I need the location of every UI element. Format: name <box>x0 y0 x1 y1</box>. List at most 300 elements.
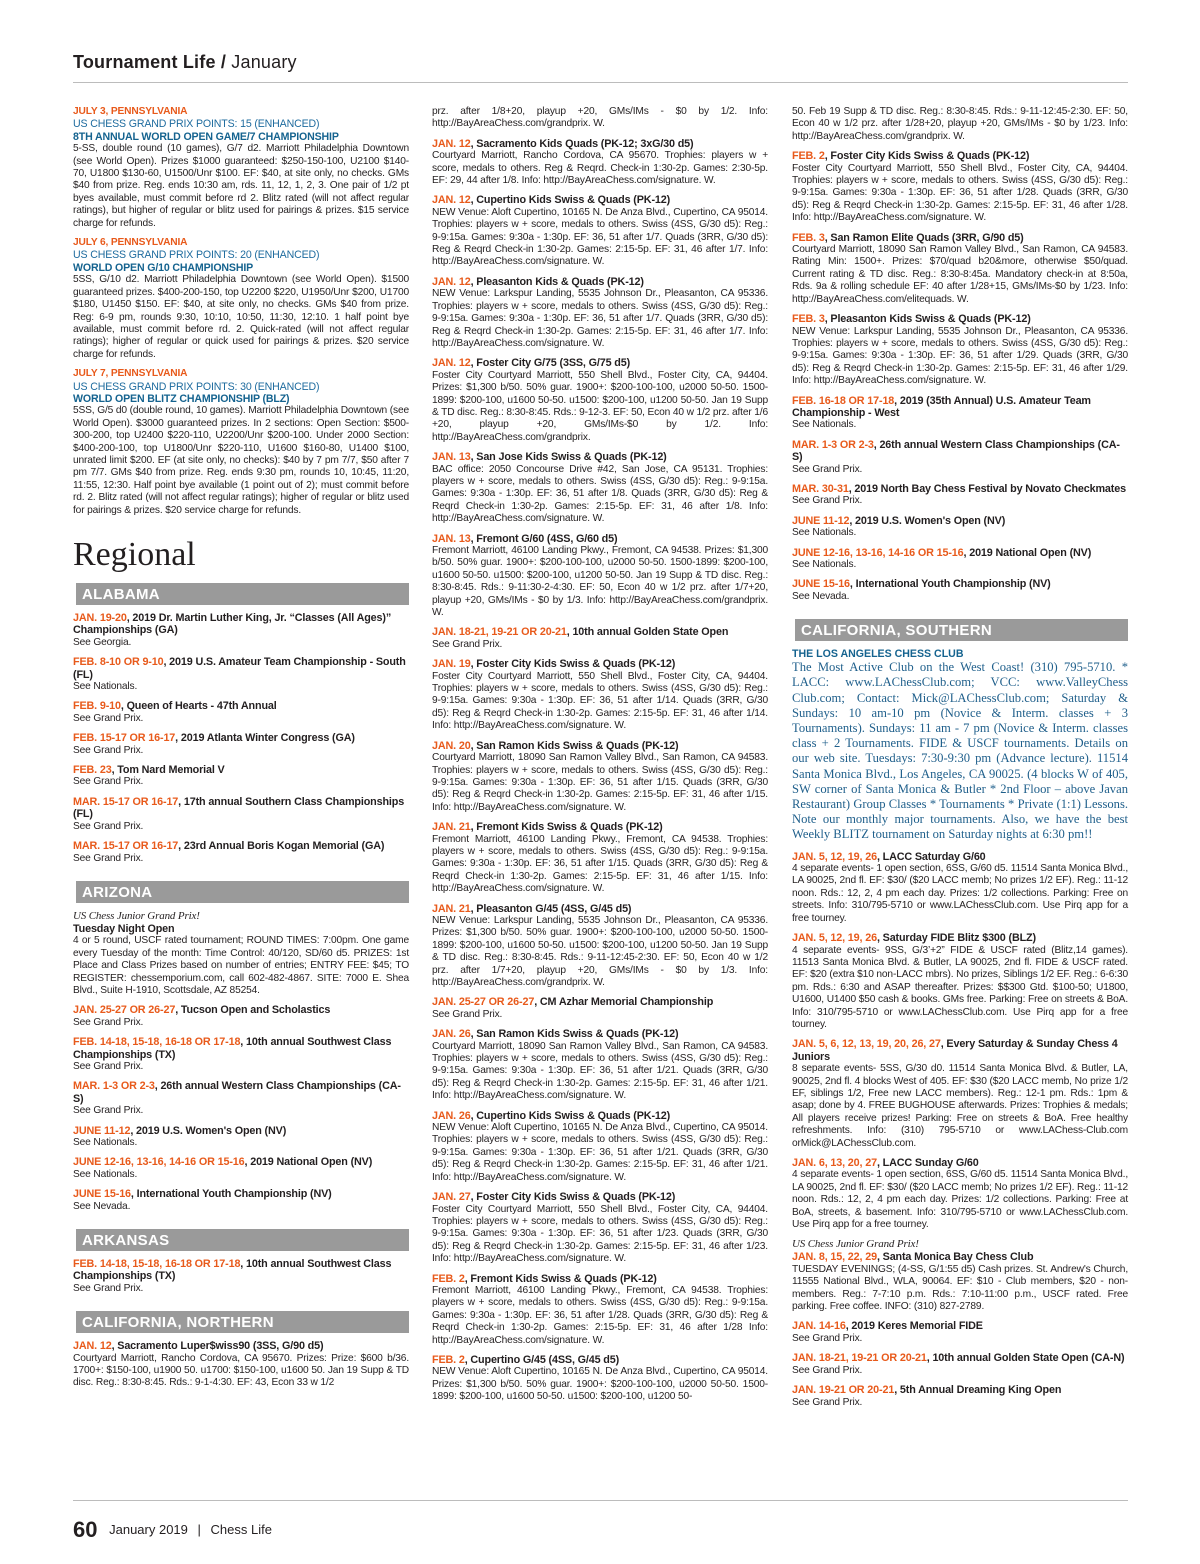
headline-comma: , <box>824 313 831 326</box>
headline-comma: , <box>470 902 477 915</box>
event-date: MAR. 1-3 OR 2-3 <box>792 438 874 451</box>
event-listing <box>432 138 768 188</box>
event-title: 2019 National Open (NV) <box>250 1156 373 1169</box>
event-date: JAN. 12 <box>432 275 471 288</box>
event-date: JULY 7, PENNSYLVANIA <box>73 368 188 380</box>
event-title: Sacramento Kids Quads (PK-12; 3xG/30 d5) <box>476 137 694 150</box>
event-body: TUESDAY EVENINGS; (4-SS, G/1:55 d5) Cash prizes. St. Andrew's Church, 11555 National Blvd., WLA, 90064. EF: $10 - Club members, $20 - non-members. Reg.: 7-7:10 p.m. Rds.: 7:10-11:00 p.m., USCF rated. Free parking. Free coffee. INFO: (310) 827-2789. <box>792 1263 1128 1313</box>
event-date: JAN. 27 <box>432 1191 471 1204</box>
event-body: See Grand Prix. <box>73 1105 144 1117</box>
event-body: 5SS, G/10 d2. Marriott Philadelphia Downtown (see World Open). $1500 guaranteed prizes. $400-200-150, top U2200 $220, U1950/Unr $200, U1700 $180, U1450 $150. EF: $40, at site only, no checks. GMs $40 from prize. Reg: 6-9 pm, rounds 9:30, 10:10, 10:50, 11:30, 12:10. 1 half point bye available, must commit before rd. 2. Quick-rated (will not affect regular ratings); higher of regular or quick used for pairings & prizes. $20 service charge for refunds. <box>73 274 409 360</box>
running-head: Tournament Life / January <box>73 52 297 72</box>
event-title: Queen of Hearts - 47th Annual <box>126 700 277 713</box>
event-body: Courtyard Marriott, 18090 San Ramon Valley Blvd., San Ramon, CA 94583. Trophies: players w + score, medals to others. Swiss (4SS, G/30 d5): Reg.: 9-9:15a. Games: 9:30a - 1:30p. EF: 36, 51 after 1/15. Quads (3RR, G/30 d5): Reg & Reqrd Check-in 1:30-2p. Games: 2:15-5p. EF: 31, 46 after 1/15. Info: http://BayAreaChess.com/signature. W. <box>432 752 768 813</box>
event-headline <box>432 821 768 833</box>
event-continuation: 50. Feb 19 Supp & TD disc. Reg.: 8:30-8:45. Rds.: 9-11-12:45-2:30. EF: 50, Econ 40 w 1/2 prz. after 1/28+20, playup +20, GMs/IMs - $0 by 1/23. Info: http://BayAreaChess.com/grandprix. W. <box>792 106 1128 142</box>
event-listing <box>792 515 1128 540</box>
event-body: Courtyard Marriott, 18090 San Ramon Valley Blvd., San Ramon, CA 94583. Rating Min: 1500+. Prizes: $70/quad b20&more, otherwise $50/quad. Current rating & TD disc. Reg.: 8:30-8:45a. Mandatory check-in at 8:50a, Rds. 9a & rolling schedule EF: 40 after 1/28+15, GMs/IMs-$0 by 1/23. Info: http://BayAreaChess.com/elitequads. W. <box>792 244 1128 305</box>
event-body: See Grand Prix. <box>792 1364 863 1376</box>
event-headline <box>73 840 409 852</box>
event-body: Fremont Marriott, 46100 Landing Pkwy., Fremont, CA 94538. Trophies: players w + score, medals to others. Swiss (4SS, G/30 d5): Reg.: 9-9:15a. Games: 9:30a - 1:30p. EF: 36, 51 after 1/28. Quads (3RR, G/30 d5): Reg & Reqrd Check-in 1:30-2p. Games: 2:15-5p. EF: 31, 46 after 1/28 Info: http://BayAreaChess.com/signature. W. <box>432 1284 768 1346</box>
event-listing <box>792 439 1128 476</box>
event-date: JAN. 26 <box>432 1028 471 1041</box>
event-listing <box>792 932 1128 1031</box>
event-listing <box>432 740 768 814</box>
event-listing <box>432 903 768 990</box>
event-headline <box>73 1340 409 1352</box>
event-body: See Georgia. <box>73 636 132 648</box>
headline-comma: , <box>130 1124 137 1137</box>
event-headline <box>432 1354 768 1366</box>
event-body: 5SS, G/5 d0 (double round, 10 games). Marriott Philadelphia Downtown (see World Open). $3000 guaranteed prizes. In 2 sections: Open Section: $500-300-200, top U2400 $220-110, U2200/Unr $200-100. Under 2000 Section: $400-200-100, top U1800/Unr $220-110, U1600 $160-80, U1400 $100, unrated limit $200. EF (at site only, no checks): $40 by 7 pm 7/7, $50 after 7 pm 7/7. GMs $40 from prize. Reg. ends 9:30 pm, rounds 10, 10:45, 11:20, 11:55, 12:30. Half point bye available (1 point out of 2); must commit before rd. 2. Blitz rated (will not affect regular ratings); higher of regular or blitz used for pairings & prizes. $20 service charge for refunds. <box>73 405 409 516</box>
headline-comma: , <box>470 357 477 370</box>
headline-comma: , <box>566 626 573 639</box>
event-listing <box>792 1320 1128 1345</box>
event-body: See Nationals. <box>792 559 857 570</box>
headline-comma: , <box>464 1272 471 1285</box>
event-body: Foster City Courtyard Marriott, 550 Shell Blvd., Foster City, CA, 94404. Prizes: $1,300 b/50. 50% guar. 1900+: $200-100-100, u2000 50-50. 1500-1899: $200-100, u1600 50-50. u1500: $200-100, u1200 50-50. Jan 19 Supp & TD disc. Reg.: 8:30-8:45. Rds.: 9-12-3. EF: 50, Econ 40 w 1/2 prz. after 1/6 +20, playup +20, GMs/IMs-$0 by 1/2. Info: http://BayAreaChess.com/grandprix. <box>432 369 768 443</box>
event-body: 5-SS, double round (10 games), G/7 d2. Marriott Philadelphia Downtown (see World Open). Prizes $1000 guaranteed: $250-150-100, U2100 $140-70, U1800 $130-60, U1500/Unr $100. EF: $40, at site only, no checks. GMs $40 from prize. Reg. ends 10:30 am, rds. 11, 12, 1, 2, 3. One pair of 1/2 pt byes available, must commit before rd 2. Blitz rated (will not affect regular ratings), but higher of regular or blitz used for pairings & prizes. $15 service charge for refunds. <box>73 143 409 229</box>
event-listing <box>73 1125 409 1150</box>
event-title: 10th annual Golden State Open (CA-N) <box>932 1352 1125 1365</box>
event-headline <box>792 1352 1128 1364</box>
event-date: JAN. 5, 12, 19, 26 <box>792 932 877 945</box>
event-body: Courtyard Marriott, Rancho Cordova, CA 95670. Trophies: players w + score, medals to others. Reg & Reqrd. Check-in 1:30-2p. Games: 2:30-5p. EF: 29, 44 after 1/8. Info: http://BayAreaChess.com/signature. W. <box>432 150 768 187</box>
event-date: FEB. 14-18, 15-18, 16-18 OR 17-18 <box>73 1258 241 1271</box>
event-headline <box>73 1036 409 1061</box>
event-headline <box>432 451 768 463</box>
event-title: WORLD OPEN G/10 CHAMPIONSHIP <box>73 261 254 274</box>
event-listing <box>792 578 1128 603</box>
event-title: Santa Monica Bay Chess Club <box>882 1251 1034 1264</box>
event-title: 23rd Annual Boris Kogan Memorial (GA) <box>183 840 385 853</box>
event-listing <box>73 840 409 865</box>
event-body: See Grand Prix. <box>792 1332 863 1344</box>
headline-comma: , <box>470 739 477 752</box>
event-title: Tuesday Night Open <box>73 922 175 935</box>
event-title: Cupertino G/45 (4SS, G/45 d5) <box>470 1353 620 1366</box>
event-listing <box>73 368 409 517</box>
event-body: 8 separate events- 5SS, G/30 d0. 11514 Santa Monica Blvd. & Butler, LA, 90025, 2nd fl. 4 blocks West of 405. EF: $30 ($20 LACC memb, No prize 1/2 EF, siblings 1/2, Free new LACC members). Reg.: 12-1 pm. Rds.: 1pm & asap; done by 4. FREE BUGHOUSE afterwards. Prizes: Trophies & medals; All players receive prizes! Parking: Free on streets & BoA. Free healthy refreshments. Info: (310) 795-5710 or www.LAChess-Club.com orMick@LAChessClub.com. <box>792 1063 1128 1149</box>
event-date: JULY 6, PENNSYLVANIA <box>73 237 188 249</box>
event-body: See Nationals. <box>73 1137 138 1148</box>
event-date: JAN. 5, 6, 12, 13, 19, 20, 26, 27 <box>792 1038 941 1051</box>
event-date: FEB. 9-10 <box>73 700 121 713</box>
event-date: FEB. 2 <box>432 1272 465 1285</box>
event-listing <box>792 232 1128 306</box>
event-body: Foster City Courtyard Marriott, 550 Shell Blvd., Foster City, CA, 94404. Trophies: players w + score, medals to others. Swiss (4SS, G/30 d5): Reg.: 9-9:15a. Games: 9:30a - 1:30p. EF: 36, 51 after 1/14. Quads (3RR, G/30 d5): Reg & Reqrd Check-in 1:30-2p. Games: 2:15-5p. EF: 31, 46 after 1/14. Info: http://BayAreaChess.com/signature. W. <box>432 670 768 732</box>
event-headline <box>432 996 768 1008</box>
event-listing <box>73 612 409 649</box>
event-body: See Nationals. <box>792 527 857 539</box>
headline-comma: , <box>824 231 831 244</box>
headline-comma: , <box>130 1188 137 1201</box>
event-listing <box>792 483 1128 508</box>
event-headline <box>792 851 1128 863</box>
event-date: JAN. 12 <box>432 357 471 370</box>
state-header-california-southern: CALIFORNIA, SOUTHERN <box>792 619 1128 641</box>
event-date: JAN. 26 <box>432 1109 471 1122</box>
event-body: See Grand Prix. <box>792 1396 863 1408</box>
event-date: JAN. 20 <box>432 739 471 752</box>
event-title: Pleasanton G/45 (4SS, G/45 d5) <box>476 902 632 915</box>
event-title: 2019 U.S. Women's Open (NV) <box>136 1124 287 1137</box>
state-header-arkansas: ARKANSAS <box>73 1229 409 1251</box>
event-title: Saturday FIDE Blitz $300 (BLZ) <box>882 932 1036 945</box>
event-headline <box>792 515 1128 527</box>
event-headline <box>432 626 768 638</box>
event-title: LACC Saturday G/60 <box>882 850 986 863</box>
grand-prix-points: US CHESS GRAND PRIX POINTS: 20 (ENHANCED) <box>73 249 320 262</box>
state-header-arizona: ARIZONA <box>73 881 409 903</box>
event-date: JAN. 18-21, 19-21 OR 20-21 <box>432 626 567 639</box>
state-header-california-northern: CALIFORNIA, NORTHERN <box>73 1311 409 1333</box>
event-body: NEW Venue: Aloft Cupertino, 10165 N. De Anza Blvd., Cupertino, CA 95014. Trophies: players w + score, medals to others. Swiss (4SS, G/30 d5): Reg.: 9-9:15a. Games: 9:30a - 1:30p. EF: 36, 51 after 1/7. Quads (3RR, G/30 d5): Reg & Reqrd Check-in 1:30-2p. Games: 2:15-5p. EF: 31, 46 after 1/7. Info: http://BayAreaChess.com/signature. W. <box>432 206 768 268</box>
column-2 <box>432 106 768 1411</box>
event-listing <box>792 1352 1128 1377</box>
event-date: JAN. 13 <box>432 532 471 545</box>
event-body: See Grand Prix. <box>432 1008 503 1020</box>
event-listing <box>73 796 409 833</box>
event-headline <box>432 1273 768 1285</box>
event-listing <box>432 1191 768 1265</box>
event-listing <box>792 1157 1128 1231</box>
event-date: FEB. 23 <box>73 764 112 777</box>
event-headline <box>792 1384 1128 1396</box>
event-listing <box>432 194 768 268</box>
event-headline <box>73 732 409 744</box>
event-listing <box>792 1384 1128 1409</box>
event-body: Courtyard Marriott, 18090 San Ramon Valley Blvd., San Ramon, CA 94583. Trophies: players w + score, medals to others. Swiss (4SS, G/30 d5): Reg.: 9-9:15a. Games: 9:30a - 1:30p. EF: 36, 51 after 1/21. Quads (3RR, G/30 d5): Reg & Reqrd Check-in 1:30-2p. Games: 2:15-5p. EF: 31, 46 after 1/21. Info: http://BayAreaChess.com/signature. W. <box>432 1040 768 1102</box>
event-listing <box>73 910 409 997</box>
grand-prix-points: US CHESS GRAND PRIX POINTS: 30 (ENHANCED) <box>73 380 320 393</box>
event-headline <box>73 700 409 712</box>
event-title: San Ramon Kids Swiss & Quads (PK-12) <box>476 739 679 752</box>
event-title: Fremont Kids Swiss & Quads (PK-12) <box>470 1272 657 1285</box>
event-listing <box>432 996 768 1021</box>
event-date: JAN. 19-20 <box>73 612 127 624</box>
event-title: Cupertino Kids Swiss & Quads (PK-12) <box>476 1109 671 1122</box>
event-date: JAN. 14-16 <box>792 1320 846 1333</box>
event-listing <box>73 1004 409 1029</box>
event-title: 8TH ANNUAL WORLD OPEN GAME/7 CHAMPIONSHIP <box>73 130 339 143</box>
event-body: See Grand Prix. <box>73 1060 144 1072</box>
event-title: Pleasanton Kids & Quads (PK-12) <box>476 275 644 288</box>
event-title: 17th annual Southern Class Championships (FL) <box>73 795 405 821</box>
headline-comma: , <box>894 394 900 407</box>
event-body: NEW Venue: Aloft Cupertino, 10165 N. De Anza Blvd., Cupertino, CA 95014. Prizes: $1,300 b/50. 50% guar. 1900+: $200-100-100, u2000 50-50. 1500-1899: $200-100, u1600 50-50. u1500: $200-100, u1200 50- <box>432 1366 768 1403</box>
event-body: NEW Venue: Aloft Cupertino, 10165 N. De Anza Blvd., Cupertino, CA 95014. Trophies: players w + score, medals to others. Swiss (4SS, G/30 d5): Reg.: 9-9:15a. Games: 9:30a - 1:30p. EF: 36, 51 after 1/21. Quads (3RR, G/30 d5): Reg & Reqrd Check-in 1:30-2p. Games: 2:15-5p. EF: 31, 46 after 1/21. Info: http://BayAreaChess.com/signature. W. <box>432 1122 768 1183</box>
event-date: FEB. 3 <box>792 313 825 326</box>
event-title: Fremont Kids Swiss & Quads (PK-12) <box>476 821 663 834</box>
event-title: Cupertino Kids Swiss & Quads (PK-12) <box>476 194 671 207</box>
event-listing <box>73 1340 409 1390</box>
event-listing <box>432 276 768 350</box>
page-header <box>73 52 1128 83</box>
event-body: See Nationals. <box>73 681 138 693</box>
headline-comma: , <box>470 1191 477 1204</box>
event-listing <box>73 237 409 361</box>
event-headline <box>792 483 1128 495</box>
event-listing <box>73 1188 409 1213</box>
event-title: 5th Annual Dreaming King Open <box>899 1384 1062 1397</box>
headline-comma: , <box>926 1352 933 1365</box>
event-date: FEB. 2 <box>792 150 825 163</box>
event-headline <box>432 357 768 369</box>
event-headline <box>792 578 1128 590</box>
headline-comma: , <box>876 850 883 863</box>
event-date: JUNE 15-16 <box>792 578 850 591</box>
event-title: Sacramento Luper$wiss90 (3SS, G/90 d5) <box>117 1340 324 1353</box>
event-listing <box>432 357 768 444</box>
event-body: See Grand Prix. <box>73 712 144 724</box>
event-body: NEW Venue: Larkspur Landing, 5535 Johnson Dr., Pleasanton, CA 95336. Trophies: players w + score, medals to others. Swiss (4SS, G/30 d5): Reg.: 9-9:15a. Games: 9:30a - 1:30p. EF: 36, 51 after 1/7. Quads (3RR, G/30 d5): Reg & Reqrd Check-in 1:30-2p. Games: 2:15-5p. EF: 31, 46 after 1/7. Info: http://BayAreaChess.com/signature. W. <box>432 288 768 349</box>
event-title: 2019 (35th Annual) U.S. Amateur Team Championship - West <box>792 394 1091 419</box>
headline-comma: , <box>534 996 540 1009</box>
event-listing <box>73 656 409 693</box>
event-body: See Nevada. <box>73 1200 131 1212</box>
event-headline <box>73 1125 409 1137</box>
event-date: MAR. 15-17 OR 16-17 <box>73 795 179 808</box>
headline-comma: , <box>126 612 133 624</box>
event-listing <box>792 313 1128 387</box>
event-headline <box>432 740 768 752</box>
event-listing <box>792 395 1128 432</box>
event-date: JUNE 15-16 <box>73 1188 131 1201</box>
page-number: 60 <box>73 1517 98 1542</box>
column-3 <box>792 106 1128 1416</box>
regional-title: Regional <box>73 536 196 573</box>
event-date: JAN. 8, 15, 22, 29 <box>792 1251 877 1264</box>
column-1 <box>73 106 409 1397</box>
event-headline <box>792 150 1128 162</box>
event-title: Pleasanton Kids Swiss & Quads (PK-12) <box>830 313 1031 326</box>
event-body: Foster City Courtyard Marriott, 550 Shell Blvd., Foster City, CA, 94404. Trophies: players w + score, medals to others. Swiss (4SS, G/30 d5): Reg.: 9-9:15a. Games: 9:30a - 1:30p. EF: 36, 51 after 1/23. Quads (3RR, G/30 d5): Reg & Reqrd Check-in 1:30-2p. Games: 2:15-5p. EF: 31, 46 after 1/23. Info: http://BayAreaChess.com/signature. W. <box>432 1203 768 1265</box>
event-listing <box>73 764 409 789</box>
event-body: See Grand Prix. <box>73 1282 144 1294</box>
headline-comma: , <box>154 1080 161 1093</box>
headline-comma: , <box>876 1157 883 1169</box>
event-title: International Youth Championship (NV) <box>855 578 1051 591</box>
headline-comma: , <box>470 137 477 150</box>
event-listing <box>73 1036 409 1073</box>
event-date: JUNE 12-16, 13-16, 14-16 OR 15-16 <box>792 546 964 559</box>
event-title: 10th annual Golden State Open <box>572 626 729 639</box>
event-headline <box>432 903 768 915</box>
headline-comma: , <box>849 514 856 527</box>
event-listing <box>792 851 1128 925</box>
event-headline <box>792 1038 1128 1063</box>
headline-comma: , <box>470 194 477 207</box>
event-date: FEB. 8-10 OR 9-10 <box>73 656 164 669</box>
event-listing <box>432 1273 768 1347</box>
event-title: Tom Nard Memorial V <box>117 764 225 777</box>
event-date: MAR. 1-3 OR 2-3 <box>73 1080 155 1093</box>
event-body: Courtyard Marriott, Rancho Cordova, CA 95670. Prizes: Prize: $600 b/36. 1700+: $150-100, u1900 50. u1700: $150-100, u1600 50. Jan 19 Supp & TD disc. Reg.: 8:30-8:45. Rds.: 9-1-4:30. EF: 43, Econ 33 w 1/2 <box>73 1352 409 1389</box>
event-body: See Grand Prix. <box>73 1016 144 1028</box>
event-body: NEW Venue: Larkspur Landing, 5535 Johnson Dr., Pleasanton, CA 95336. Prizes: $1,300 b/50. 50% guar. 1900+: $200-100-100, u2000 50-50. 1500-1899: $200-100, u1600 50-50. u1500: $200-100, u1200 50-50. Jan 19 Supp & TD disc. Reg.: 8:30-8:45. Rds.: 9-11-12:45-2:30. EF: 50, Econ 40 w 1/2 prz. after 1/7+20, playup +20, GMs/IMs - $0 by 1/3. Info: http://BayAreaChess.com/grandprix. W. <box>432 914 768 988</box>
event-title: LACC Sunday G/60 <box>882 1157 979 1169</box>
event-headline <box>792 395 1128 420</box>
headline-comma: , <box>876 932 883 945</box>
event-listing <box>432 533 768 620</box>
headline-comma: , <box>849 578 856 591</box>
event-listing <box>73 1258 409 1295</box>
headline-comma: , <box>120 700 127 713</box>
event-headline <box>73 796 409 821</box>
event-date: JAN. 25-27 OR 26-27 <box>73 1004 176 1017</box>
event-body: See Nevada. <box>792 590 850 602</box>
footer-magazine: Chess Life <box>210 1522 272 1537</box>
event-headline <box>73 764 409 776</box>
headline-comma: , <box>894 1384 900 1397</box>
event-headline <box>792 547 1128 559</box>
junior-grand-prix-wrap <box>792 1238 1128 1251</box>
headline-comma: , <box>470 1109 477 1122</box>
event-title: Every Saturday & Sunday Chess 4 Juniors <box>792 1038 1118 1063</box>
event-date: JAN. 21 <box>432 821 471 834</box>
event-title: 2019 Dr. Martin Luther King, Jr. “Classes (All Ages)” Championships (GA) <box>73 612 392 637</box>
event-title: Fremont G/60 (4SS, G/60 d5) <box>476 532 618 545</box>
event-body: 4 or 5 round, USCF rated tournament; ROUND TIMES: 7:00pm. One game every Tuesday of the month: Time Control: 40/120, SD/60 d5. PRIZES: 1st Place and Class Prizes based on number of entries; ENTRY FEE: $45; TO REGISTER: chessemporium.com, call 602-482-4867. SITE: 7000 E. Shea Blvd., Suite H-1910, Scottsdale, AZ 85254. <box>73 935 409 996</box>
headline-comma: , <box>464 1353 471 1366</box>
event-date: MAR. 15-17 OR 16-17 <box>73 840 179 853</box>
event-date: MAR. 30-31 <box>792 482 849 495</box>
headline-comma: , <box>845 1320 852 1333</box>
event-body: See Grand Prix. <box>73 744 144 756</box>
event-date: JAN. 12 <box>73 1340 112 1353</box>
event-title: 2019 National Open (NV) <box>969 546 1092 559</box>
event-date: FEB. 2 <box>432 1353 465 1366</box>
event-title: 10th annual Southwest Class Championships (TX) <box>73 1258 392 1283</box>
event-date: JAN. 6, 13, 20, 27 <box>792 1157 877 1169</box>
event-headline <box>73 656 409 681</box>
event-listing <box>432 626 768 651</box>
event-body: See Grand Prix. <box>73 852 144 864</box>
event-date: JAN. 18-21, 19-21 OR 20-21 <box>792 1352 927 1365</box>
event-headline <box>73 1004 409 1016</box>
event-title: Foster City Kids Swiss & Quads (PK-12) <box>476 658 676 671</box>
event-title: San Ramon Elite Quads (3RR, G/90 d5) <box>830 231 1024 244</box>
event-listing <box>792 1038 1128 1150</box>
event-date: JAN. 13 <box>432 451 471 464</box>
event-headline <box>73 612 409 637</box>
footer-separator: | <box>197 1522 201 1537</box>
event-body: 4 separate events- 1 open section, 6SS, G/60 d5. 11514 Santa Monica Blvd., LA 90025, 2nd fl. EF: $30/ ($20 LACC memb; No prizes 1/2 EF). Reg.: 11-12 noon. Rds.: 12, 2, 4 pm each day. Prizes: 1/2 collections. Parking: Free at BoA, streets, & basement. Info: 310/795-5710 or www.LAChessClub.com. Use Pirq app for a free tourney. <box>792 1169 1128 1231</box>
event-headline <box>432 1191 768 1203</box>
event-continuation: prz. after 1/8+20, playup +20, GMs/IMs - $0 by 1/2. Info: http://BayAreaChess.com/grandprix. W. <box>432 106 768 130</box>
headline-comma: , <box>824 150 831 163</box>
headline-comma: , <box>178 795 184 808</box>
event-headline <box>73 1080 409 1105</box>
headline-comma: , <box>175 732 181 745</box>
event-body: 4 separate events- 9SS, G/3’+2” FIDE & USCF rated (Blitz,14 games). 11513 Santa Monica Blvd. & Butler, LA 90025, 2nd fl. FIDE & USCF rated. EF: $20 (extra $10 non-LACC mbrs). No prizes, Siblings 1/2 EF. Reg.: 6-6:30 pm. Rds.: 6:30 and ASAP thereafter. Prizes: $$300 Gtd. $100-50; U1800, U1600, U1400 $50 cash & books. GMs free. Parking: Free on streets & BoA. Info: 310/795-5710 or www.LAChessClub.com. Use Pirq app for a free tourney. <box>792 944 1128 1030</box>
event-headline <box>73 1188 409 1200</box>
headline-comma: , <box>963 546 970 559</box>
event-listing <box>432 451 768 525</box>
event-title: 26th annual Western Class Championships (CA-S) <box>73 1080 401 1105</box>
event-body: See Grand Prix. <box>73 820 144 832</box>
grand-prix-points: US CHESS GRAND PRIX POINTS: 15 (ENHANCED) <box>73 118 320 131</box>
event-title: Foster City Kids Swiss & Quads (PK-12) <box>830 150 1030 163</box>
event-listing <box>432 1110 768 1184</box>
headline-comma: , <box>470 658 477 671</box>
event-title: 2019 U.S. Women's Open (NV) <box>855 514 1006 527</box>
event-body: See Grand Prix. <box>792 463 863 475</box>
junior-grand-prix-label: US Chess Junior Grand Prix! <box>73 909 200 922</box>
event-listing <box>432 821 768 895</box>
event-title: 2019 Keres Memorial FIDE <box>851 1320 983 1333</box>
event-headline <box>432 1028 768 1040</box>
event-title: Tucson Open and Scholastics <box>180 1004 331 1017</box>
event-headline <box>792 313 1128 325</box>
junior-grand-prix-label: US Chess Junior Grand Prix! <box>792 1238 919 1251</box>
event-listing <box>792 1251 1128 1313</box>
headline-comma: , <box>175 1004 181 1017</box>
event-title: International Youth Championship (NV) <box>136 1188 332 1201</box>
headline-comma: , <box>163 656 170 669</box>
event-headline <box>792 439 1128 464</box>
event-title: WORLD OPEN BLITZ CHAMPIONSHIP (BLZ) <box>73 392 290 405</box>
event-headline <box>73 1258 409 1283</box>
event-title: Foster City Kids Swiss & Quads (PK-12) <box>476 1191 676 1204</box>
headline-comma: , <box>848 482 855 495</box>
event-title: 2019 North Bay Chess Festival by Novato Checkmates <box>854 482 1126 495</box>
event-body: NEW Venue: Larkspur Landing, 5535 Johnson Dr., Pleasanton, CA 95336. Trophies: players w + score, medals to others. Swiss (4SS, G/30 d5): Reg.: 9-9:15a. Games: 9:30a - 1:30p. EF: 36, 51 after 1/29. Quads (3RR, G/30 d5): Reg & Reqrd Check-in 1:30-2p. Games: 2:15-5p. EF: 31, 46 after 1/29. Info: http://BayAreaChess.com/signature. W. <box>792 325 1128 387</box>
event-headline <box>792 932 1128 944</box>
event-listing <box>432 658 768 732</box>
event-date: JUNE 12-16, 13-16, 14-16 OR 15-16 <box>73 1156 245 1169</box>
event-listing <box>73 1080 409 1117</box>
event-headline <box>792 1320 1128 1332</box>
event-body: See Grand Prix. <box>432 638 503 650</box>
event-headline <box>432 194 768 206</box>
event-title: CM Azhar Memorial Championship <box>539 996 714 1009</box>
headline-comma: , <box>244 1156 251 1169</box>
headline-comma: , <box>470 821 477 834</box>
event-date: JULY 3, PENNSYLVANIA <box>73 106 188 117</box>
event-headline <box>432 276 768 288</box>
event-headline <box>432 533 768 545</box>
event-listing <box>432 1028 768 1102</box>
event-body: Fremont Marriott, 46100 Landing Pkwy., Fremont, CA 94538. Prizes: $1,300 b/50. 50% guar. 1900+: $200-100-100, u2000 50-50. 1500-1899: $200-100, u1600 50-50. u1500: $200-100, u1200 50-50. Jan 19 Supp & TD disc. Reg.: 8:30-8:45. Rds.: 9-11:30-2-4:30. EF: 50, Econ 40 w 1/2 prz. after 1/7+20, playup +20, GMs/IMs - $0 by 1/3. Info: http://BayAreaChess.com/grandprix. W. <box>432 545 768 619</box>
event-body: See Grand Prix. <box>73 776 144 788</box>
event-body: Fremont Marriott, 46100 Landing Pkwy., Fremont, CA 94538. Trophies: players w + score, medals to others. Swiss (4SS, G/30 d5): Reg.: 9-9:15a. Games: 9:30a - 1:30p. EF: 36, 51 after 1/15. Quads (3RR, G/30 d5): Reg & Reqrd Check-in 1:30-2p. Games: 2:15-5p. EF: 31, 46 after 1/15. Info: http://BayAreaChess.com/signature. W. <box>432 833 768 895</box>
event-listing <box>792 150 1128 224</box>
event-title: San Jose Kids Swiss & Quads (PK-12) <box>476 451 667 464</box>
event-listing <box>432 1354 768 1404</box>
event-date: FEB. 16-18 OR 17-18 <box>792 394 895 407</box>
event-date: JAN. 12 <box>432 137 471 150</box>
event-listing <box>792 547 1128 572</box>
headline-comma: , <box>178 840 184 853</box>
event-body: BAC office: 2050 Concourse Drive #42, San Jose, CA 95131. Trophies: players w + score, medals to others. Swiss (4SS, G/30 d5): Reg.: 9-9:15a. Games: 9:30a - 1:30p. EF: 36, 51 after 1/8. Quads (3RR, G/30 d5): Reg & Reqrd Check-in 1:30-2p. Games: 2:15-5p. EF: 31, 46 after 1/8. Info: http://BayAreaChess.com/signature. W. <box>432 463 768 525</box>
event-body: See Nationals. <box>73 1168 138 1180</box>
event-headline <box>432 138 768 150</box>
club-description: The Most Active Club on the West Coast! (310) 795-5710. * LACC: www.LAChessClub.com; VCC: www.ValleyChess Club.com; Contact: Mick@LAChessClub.com; Saturday & Sundays: 10 am-10 pm (Novice & Interm. classes + 3 Tournaments). Sundays: 11 am - 7 pm (Novice & Interm. classes class + 2 Tournaments. FIDE & USCF tournaments. Details on our web site. Tuesdays: 7:30-9:30 pm (Advance lecture). 11514 Santa Monica Blvd., Los Angeles, CA 90025. (4 blocks W of 405, SW corner of Santa Monica & Butler * 2nd Floor – above Javan Restaurant) Group Classes * Tournaments * Private (1:1) Lessons. Note our monthly major tournaments. Also, we have the best Weekly BLITZ tournament on Saturday nights at 6:30 pm!! <box>792 660 1128 842</box>
headline-comma: , <box>876 1251 883 1264</box>
headline-comma: , <box>940 1038 947 1051</box>
page-footer <box>73 1517 272 1543</box>
headline-comma: , <box>470 451 477 464</box>
event-headline <box>73 1156 409 1168</box>
event-body: See Nationals. <box>792 419 857 431</box>
event-headline <box>792 232 1128 244</box>
event-listing <box>73 1156 409 1181</box>
club-heading: THE LOS ANGELES CHESS CLUB <box>792 648 964 661</box>
event-title: 10th annual Southwest Class Championships (TX) <box>73 1036 392 1061</box>
event-headline <box>792 1251 1128 1263</box>
